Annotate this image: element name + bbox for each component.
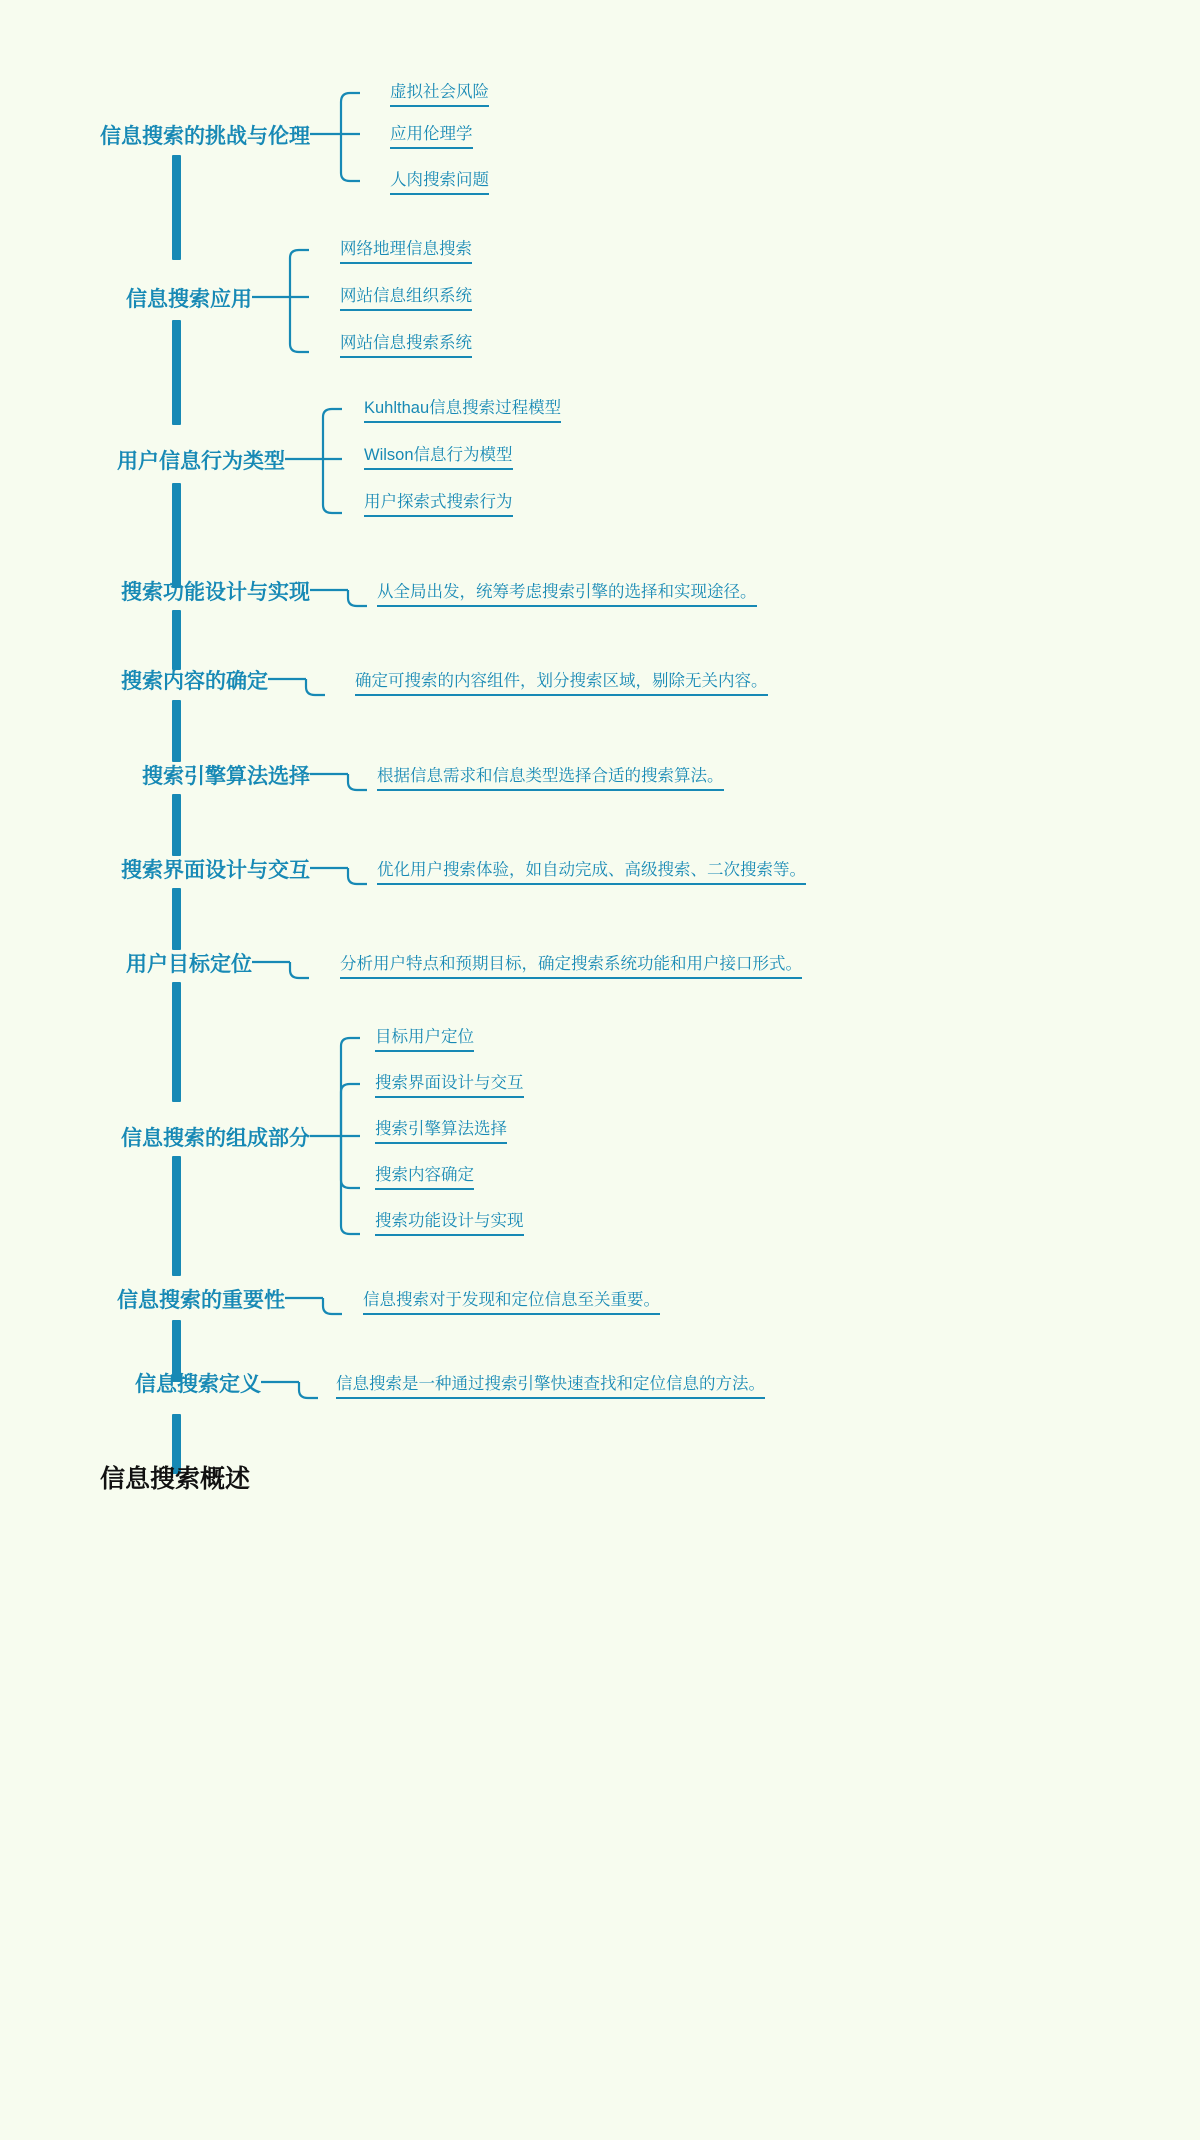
leaf-label[interactable]: 用户探索式搜索行为 — [364, 488, 513, 517]
spine-segment — [172, 483, 181, 588]
leaf-label[interactable]: 搜索内容确定 — [375, 1161, 474, 1190]
leaf-label[interactable]: 从全局出发，统筹考虑搜索引擎的选择和实现途径。 — [377, 578, 757, 607]
leaf-label[interactable]: 确定可搜索的内容组件，划分搜索区域，剔除无关内容。 — [355, 667, 768, 696]
leaf-label[interactable]: 虚拟社会风险 — [390, 78, 489, 107]
branch-label-6[interactable]: 搜索引擎算法选择 — [142, 765, 310, 788]
branch-label-5[interactable]: 搜索内容的确定 — [121, 670, 268, 693]
leaf-label[interactable]: 网站信息搜索系统 — [340, 329, 472, 358]
leaf-label[interactable]: 应用伦理学 — [390, 120, 473, 149]
leaf-label[interactable]: 优化用户搜索体验，如自动完成、高级搜索、二次搜索等。 — [377, 856, 806, 885]
leaf-label[interactable]: 目标用户定位 — [375, 1023, 474, 1052]
leaf-label[interactable]: 网站信息组织系统 — [340, 282, 472, 311]
leaf-label[interactable]: 搜索功能设计与实现 — [375, 1207, 524, 1236]
spine-segment — [172, 888, 181, 950]
spine-segment — [172, 700, 181, 762]
branch-label-9[interactable]: 信息搜索的组成部分 — [121, 1127, 310, 1150]
branch-label-3[interactable]: 用户信息行为类型 — [117, 450, 285, 473]
leaf-label[interactable]: 根据信息需求和信息类型选择合适的搜索算法。 — [377, 762, 724, 791]
root-node[interactable]: 信息搜索概述 — [100, 1465, 251, 1493]
spine-segment — [172, 320, 181, 425]
spine-segment — [172, 794, 181, 856]
spine-segment — [172, 1156, 181, 1276]
leaf-label[interactable]: 信息搜索是一种通过搜索引擎快速查找和定位信息的方法。 — [336, 1370, 765, 1399]
branch-label-4[interactable]: 搜索功能设计与实现 — [121, 581, 310, 604]
branch-label-2[interactable]: 信息搜索应用 — [126, 288, 252, 311]
branch-label-7[interactable]: 搜索界面设计与交互 — [121, 859, 310, 882]
branch-label-11[interactable]: 信息搜索定义 — [135, 1373, 261, 1396]
leaf-label[interactable]: Kuhlthau信息搜索过程模型 — [364, 394, 561, 423]
leaf-label[interactable]: 搜索界面设计与交互 — [375, 1069, 524, 1098]
spine-segment — [172, 610, 181, 670]
branch-label-10[interactable]: 信息搜索的重要性 — [117, 1289, 285, 1312]
spine-segment — [172, 155, 181, 260]
leaf-label[interactable]: Wilson信息行为模型 — [364, 441, 513, 470]
leaf-label[interactable]: 搜索引擎算法选择 — [375, 1115, 507, 1144]
spine-segment — [172, 982, 181, 1102]
branch-label-8[interactable]: 用户目标定位 — [126, 953, 252, 976]
branch-label-1[interactable]: 信息搜索的挑战与伦理 — [100, 125, 310, 148]
leaf-label[interactable]: 人肉搜索问题 — [390, 166, 489, 195]
leaf-label[interactable]: 网络地理信息搜索 — [340, 235, 472, 264]
leaf-label[interactable]: 信息搜索对于发现和定位信息至关重要。 — [363, 1286, 660, 1315]
leaf-label[interactable]: 分析用户特点和预期目标，确定搜索系统功能和用户接口形式。 — [340, 950, 802, 979]
